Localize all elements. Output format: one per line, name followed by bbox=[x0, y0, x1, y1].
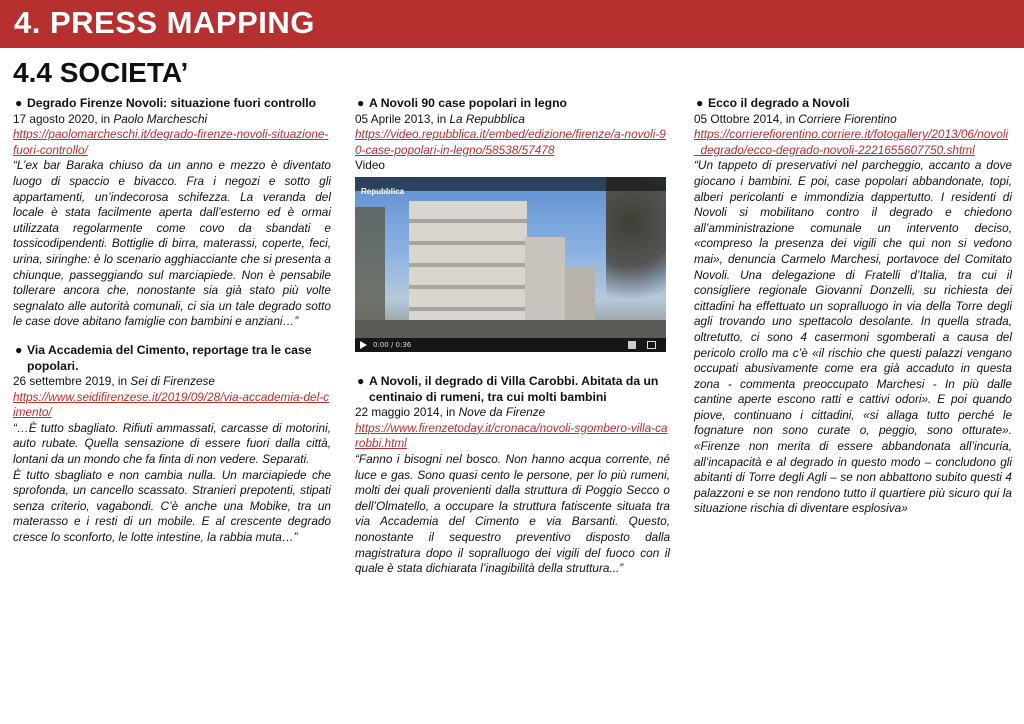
video-tree-right bbox=[606, 177, 666, 327]
video-logo: Repubblica bbox=[361, 186, 405, 196]
fullscreen-icon[interactable] bbox=[647, 341, 656, 349]
article-ecco-il-degrado bbox=[694, 96, 1012, 517]
video-tree bbox=[355, 207, 385, 327]
article-link[interactable]: https://corrierefiorentino.corriere.it/fotogallery/2013/06/novoli_degrado/ecco-degrado-novoli-2221655607750.shtml bbox=[694, 127, 1009, 157]
column-2 bbox=[355, 96, 670, 577]
video-building bbox=[409, 201, 527, 321]
bullet-icon: ● bbox=[696, 96, 704, 110]
article-novoli-case-popolari-legno bbox=[355, 96, 670, 352]
column-3 bbox=[694, 96, 1012, 517]
article-quote: “Un tappeto di preservativi nel parcheggio, accanto a dove giocano i bambini. E poi, case popolari abbandonate, topi, alberi pericolanti e immondizia dappertutto. I residenti di Novoli si mobilitano contro il degrado e chiedono all’amministrazione comunale un intervento deciso, «compreso la presenza dei vigili che qui non si vedono mai», denuncia Carmelo Marchesi, portavoce del Comitato Novoli. Una delegazione di Fratelli d’Italia, tra cui il consigliere regionale Giovanni Donzelli, su richiesta dei cittadini ha effettuato un sopralluogo in via della Torre degli agli trovando uno spettacolo desolante. In quella strada, oltretutto, ci sono 4 casermoni sgomberati a causa del pericolo crollo ma c’è «il rischio che questi palazzi vengano occupati abusivamente come era già accaduto in questa zona - commenta preoccupato Marchesi - In più dalle cantine aperte escono ratti e cattivi odori». E poi quando piove, continuano i cittadini, «si allaga tutto perché le fognature non sono curate o, peggio, sono otturate». «Firenze non merita di essere abbandonata all’incuria, all’incapacità e al degrado in questo modo – concludono gli abitanti di Torre degli Agli – se non abbattono subito questi 4 palazzoni e se non rendono tutto il quartiere più sicuro qui la situazione rischia di diventare esplosiva» bbox=[694, 158, 1012, 516]
bullet-icon: ● bbox=[357, 373, 365, 388]
video-player[interactable] bbox=[355, 177, 666, 352]
article-title: A Novoli, il degrado di Villa Carobbi. Abitata da un centinaio di rumeni, tra cui molti bambini bbox=[369, 373, 659, 404]
video-building-far bbox=[565, 267, 595, 322]
article-source: Corriere Fiorentino bbox=[798, 111, 897, 126]
section-title: 4.4 SOCIETA’ bbox=[13, 57, 189, 88]
article-meta bbox=[355, 405, 670, 421]
article-meta bbox=[355, 112, 670, 128]
article-via-accademia-del-cimento bbox=[13, 343, 331, 546]
article-meta bbox=[13, 374, 331, 390]
article-title: A Novoli 90 case popolari in legno bbox=[369, 96, 567, 110]
article-quote: “…È tutto sbagliato. Rifiuti ammassati, carcasse di motorini, auto rubate. Quella sensazione di essere fuori dalla città, lontani da un mondo che fa finta di non vedere. Separati. bbox=[13, 420, 331, 467]
play-icon[interactable] bbox=[360, 341, 367, 349]
article-date: 05 Aprile 2013, in bbox=[355, 111, 450, 126]
article-source: Sei di Firenzese bbox=[130, 374, 215, 389]
article-link[interactable]: https://www.firenzetoday.it/cronaca/novoli-sgombero-villa-carobbi.html bbox=[355, 420, 668, 451]
article-link[interactable]: https://paolomarcheschi.it/degrado-firenze-novoli-situazione-fuori-controllo/ bbox=[13, 127, 329, 157]
article-quote: “Fanno i bisogni nel bosco. Non hanno acqua corrente, né luce e gas. Sono quasi cento le persone, per lo più rumeni, molti dei quali provenienti dalla struttura di Poggio Secco o dell’Olmatello, a occupare la struttura fatiscente situata tra via Accademia del Cimento e via Barsanti. Questo, nonostante il sequestro preventivo disposto dalla magistratura dopo il sopralluogo dei vigili del fuoco con il quale è stata dichiarata l’inagibilità della struttura...” bbox=[355, 451, 670, 576]
article-date: 22 maggio 2014, in bbox=[355, 405, 459, 420]
article-meta bbox=[694, 112, 1012, 128]
video-time: 0:00 / 0:36 bbox=[373, 340, 412, 349]
article-source: La Repubblica bbox=[449, 111, 525, 126]
article-source: Paolo Marcheschi bbox=[113, 111, 208, 126]
article-degrado-firenze-novoli bbox=[13, 96, 331, 330]
header-bar bbox=[0, 0, 1024, 48]
bullet-icon: ● bbox=[15, 342, 23, 357]
article-link[interactable]: https://www.seidifirenzese.it/2019/09/28/via-accademia-del-cimento/ bbox=[13, 389, 330, 420]
article-title: Via Accademia del Cimento, reportage tra le case popolari. bbox=[27, 342, 312, 373]
column-1 bbox=[13, 96, 331, 546]
article-quote-continued: È tutto sbagliato e non cambia nulla. Un marciapiede che sprofonda, un cancello scassato. Stranieri prepotenti, stipati senza criterio, vagabondi. C’è anche una Mobike, tra un materasso e i resti di un mobile. E al crescente degrado cresce lo sconforto, le lotte intestine, la rabbia muta…” bbox=[13, 467, 331, 545]
video-label: Video bbox=[355, 158, 385, 173]
bullet-icon: ● bbox=[15, 96, 23, 110]
article-date: 26 settembre 2019, in bbox=[13, 374, 131, 389]
article-title: Ecco il degrado a Novoli bbox=[708, 96, 850, 110]
article-date: 17 agosto 2020, in bbox=[13, 111, 114, 126]
video-controls bbox=[355, 338, 666, 352]
article-villa-carobbi bbox=[355, 374, 670, 577]
page-title: 4. PRESS MAPPING bbox=[14, 5, 315, 40]
article-date: 05 Ottobre 2014, in bbox=[694, 111, 799, 126]
bullet-icon: ● bbox=[357, 96, 365, 110]
article-source: Nove da Firenze bbox=[458, 405, 546, 420]
article-quote: “L’ex bar Baraka chiuso da un anno e mezzo è diventato luogo di spaccio e bivacco. Fra i negozi e sotto gli appartamenti, un’indecorosa schifezza. La veranda del locale è stata facilmente aperta dall’esterno ed è ormai utilizzata regolarmente come covo da sbandati e tossicodipendenti. Bottiglie di birra, materassi, coperte, feci, urina, siringhe: è lo scenario agghiacciante che si presenta a chiunque, passeggiando sul marciapiede. Non è pensabile tollerare ancora che, nonostante sia già stato più volte segnalato alle autorità comunali, ci sia un tale degrado sotto le case dove abitano famiglie con bambini e anziani…” bbox=[13, 158, 331, 329]
video-building-side bbox=[525, 237, 565, 321]
article-meta bbox=[13, 112, 331, 128]
volume-icon[interactable] bbox=[628, 341, 636, 349]
article-title: Degrado Firenze Novoli: situazione fuori controllo bbox=[27, 96, 317, 110]
article-link[interactable]: https://video.repubblica.it/embed/edizione/firenze/a-novoli-90-case-popolari-in-legno/58538/57478 bbox=[355, 127, 666, 157]
